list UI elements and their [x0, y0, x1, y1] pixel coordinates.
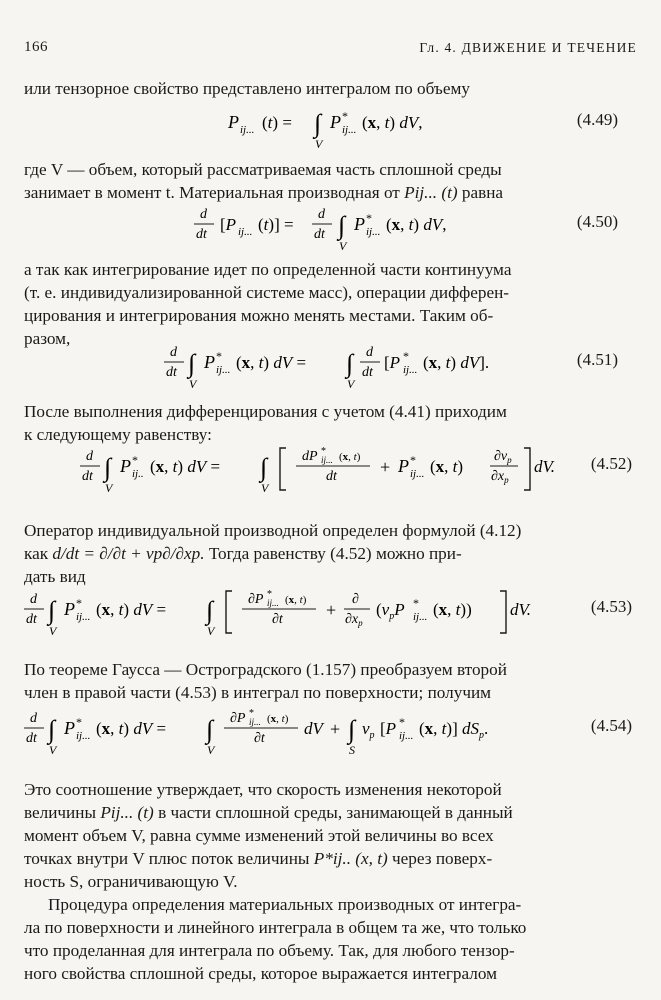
equation-4-50-formula [24, 204, 544, 264]
page-number: 166 [24, 39, 48, 55]
equation-number: (4.53) [590, 597, 632, 616]
svg-text:d: d [30, 592, 37, 607]
equation-4-52-formula [24, 446, 624, 506]
svg-text:S: S [349, 743, 355, 757]
svg-text:dV: dV [304, 719, 323, 738]
svg-text:*: * [249, 708, 254, 719]
svg-text:P: P [398, 456, 409, 476]
equation-number: (4.52) [590, 454, 632, 473]
svg-text:ij...: ij... [76, 730, 91, 742]
paragraph-3 [24, 258, 632, 350]
equation-4-51 [24, 342, 632, 402]
svg-text:V: V [347, 377, 355, 391]
equation-number: (4.49) [576, 110, 618, 129]
svg-text:d: d [200, 207, 207, 222]
equation-number: (4.54) [590, 716, 632, 735]
svg-text:V: V [315, 137, 323, 151]
paragraph-7 [24, 778, 632, 893]
svg-text:V: V [49, 624, 57, 638]
equation-4-52 [24, 446, 632, 506]
svg-text:dt: dt [26, 612, 37, 627]
svg-text:∫: ∫ [314, 109, 322, 138]
svg-text:(x, t) dV,: (x, t) dV, [386, 215, 447, 234]
svg-text:∫: ∫ [104, 453, 112, 482]
svg-text:P: P [228, 112, 239, 132]
text-line: что проделанная для интеграла по объему. Так, для любого тензор- [24, 941, 515, 960]
svg-text:∂t: ∂t [254, 731, 265, 746]
svg-text:*: * [342, 109, 348, 123]
svg-text:V: V [207, 624, 215, 638]
svg-text:*: * [410, 453, 416, 467]
equation-4-53 [24, 589, 632, 649]
svg-text:*: * [267, 589, 272, 600]
svg-text:ij...: ij... [76, 611, 91, 623]
svg-text:ij...: ij... [403, 364, 418, 376]
svg-text:∂P: ∂P [248, 592, 264, 607]
svg-text:∂: ∂ [352, 592, 359, 607]
svg-text:dV.: dV. [510, 600, 531, 619]
svg-text:(x, t) dV =: (x, t) dV = [96, 600, 167, 619]
svg-text:*: * [321, 446, 326, 457]
svg-text:ij...: ij... [267, 598, 279, 608]
svg-text:d: d [30, 711, 37, 726]
svg-text:*: * [403, 349, 409, 363]
svg-text:∫: ∫ [206, 715, 214, 744]
text-line: ность S, ограничивающую V. [24, 872, 238, 891]
paragraph-4 [24, 400, 632, 446]
svg-text:∫: ∫ [346, 349, 354, 378]
equation-4-54-formula [24, 708, 624, 768]
equation-4-50 [24, 204, 632, 264]
text-line: дать вид [24, 567, 86, 586]
svg-text:d: d [170, 345, 177, 360]
equation-number: (4.51) [576, 350, 618, 369]
svg-text:*: * [76, 715, 82, 729]
svg-text:P: P [64, 718, 75, 738]
svg-text:ij...: ij... [399, 730, 414, 742]
equation-number: (4.50) [576, 212, 618, 231]
inline-math-ddt: d/dt = ∂/∂t + vp∂/∂xp. [52, 544, 205, 563]
svg-text:dt: dt [82, 469, 93, 484]
text-line: к следующему равенству: [24, 425, 212, 444]
text-line: ла по поверхности и линейного интеграла в общем та же, что только [24, 918, 527, 937]
svg-text:ij...: ij... [413, 611, 428, 623]
svg-text:(t)] =: (t)] = [258, 215, 294, 234]
svg-text:∫: ∫ [48, 715, 56, 744]
svg-text:(x, t)): (x, t)) [433, 600, 472, 619]
svg-text:ij...: ij... [249, 717, 261, 727]
svg-text:dP: dP [302, 449, 318, 464]
svg-text:*: * [399, 715, 405, 729]
svg-text:∂xp: $\partial x_p$ [491, 469, 509, 485]
text-line: занимает в момент t. Материальная производная от Pij... (t) равна [24, 183, 504, 202]
running-title: Гл. 4. ДВИЖЕНИЕ И ТЕЧЕНИЕ [419, 40, 637, 55]
svg-text:d: d [366, 345, 373, 360]
svg-text:V: V [105, 481, 113, 495]
svg-text:(t) =: (t) = [262, 113, 292, 132]
text-line: точках внутри V плюс поток величины P*ij.. (x, t) через поверх- [24, 849, 493, 868]
svg-text:(x, t) dV,: (x, t) dV, [362, 113, 423, 132]
running-header [24, 36, 637, 60]
svg-text:ij...: ij... [240, 124, 255, 136]
svg-text:(vpP: ($v_pP$ [376, 600, 405, 622]
svg-text:(x, t): (x, t) [285, 594, 307, 606]
svg-text:ij..: ij.. [132, 468, 144, 480]
svg-text:V: V [261, 481, 269, 495]
text-line: Процедура определения материальных производных от интегра- [48, 895, 522, 914]
svg-text:P: P [330, 112, 341, 132]
svg-text:∫: ∫ [188, 349, 196, 378]
svg-text:dV.: dV. [534, 457, 555, 476]
text-line: член в правой части (4.53) в интеграл по поверхности; получим [24, 683, 492, 702]
svg-text:[P: [P [384, 353, 401, 372]
svg-text:dt: dt [326, 469, 337, 484]
svg-text:*: * [366, 211, 372, 225]
svg-text:dt: dt [314, 227, 325, 242]
svg-text:∂t: ∂t [272, 612, 283, 627]
svg-text:dt: dt [362, 365, 373, 380]
svg-text:(x, t): (x, t) [430, 457, 464, 476]
svg-text:ij...: ij... [366, 226, 381, 238]
svg-text:vp: $v_p$ [362, 719, 375, 741]
text-line: разом, [24, 329, 71, 348]
paragraph-8 [24, 893, 632, 985]
text-line: как d/dt = ∂/∂t + vp∂/∂xp. Тогда равенству (4.52) можно при- [24, 544, 462, 563]
text-line: ного свойства сплошной среды, которое выражается интегралом [24, 964, 497, 983]
text-line: величины Pij... (t) в части сплошной среды, занимающей в данный [24, 803, 513, 822]
svg-text:*: * [413, 596, 419, 610]
svg-text:[P: [P [380, 719, 397, 738]
svg-text:ij...: ij... [410, 468, 425, 480]
svg-text:(x, t)] dSp.: (x, t)] $dS_p$. [419, 719, 489, 741]
svg-text:P: P [204, 352, 215, 372]
svg-text:ij...: ij... [216, 364, 231, 376]
svg-text:(x, t): (x, t) [339, 451, 361, 463]
svg-text:∂xp: $\partial x_p$ [345, 612, 363, 628]
svg-text:dt: dt [26, 731, 37, 746]
paragraph-5 [24, 519, 632, 588]
svg-text:dt: dt [166, 365, 177, 380]
paragraph-1 [24, 77, 632, 100]
text-line: где V — объем, который рассматриваемая часть сплошной среды [24, 160, 502, 179]
svg-text:dt: dt [196, 227, 207, 242]
svg-text:P: P [120, 456, 131, 476]
svg-text:*: * [76, 596, 82, 610]
svg-text:d: d [318, 207, 325, 222]
svg-text:V: V [189, 377, 197, 391]
svg-text:∫: ∫ [348, 715, 356, 744]
text-line: (т. е. индивидуализированной системе масс), операции дифферен- [24, 283, 510, 302]
svg-text:V: V [207, 743, 215, 757]
svg-text:ij...: ij... [238, 226, 253, 238]
text-line: момент объем V, равна сумме изменений этой величины во всех [24, 826, 494, 845]
text-line: а так как интегрирование идет по определенной части континуума [24, 260, 512, 279]
svg-text:V: V [339, 239, 347, 253]
svg-text:+: + [380, 457, 391, 477]
svg-text:(x, t) dV =: (x, t) dV = [96, 719, 167, 738]
equation-4-49 [24, 100, 632, 160]
inline-math-p-t: Pij... (t) [100, 803, 154, 822]
svg-text:[P: [P [220, 215, 237, 234]
equation-4-53-formula [24, 589, 624, 649]
svg-text:∫: ∫ [260, 453, 268, 482]
svg-text:(x, t): (x, t) [267, 713, 289, 725]
text-line: Оператор индивидуальной производной определен формулой (4.12) [24, 521, 522, 540]
svg-text:*: * [132, 453, 138, 467]
svg-text:d: d [86, 449, 93, 464]
text-line: Это соотношение утверждает, что скорость изменения некоторой [24, 780, 502, 799]
equation-4-54 [24, 708, 632, 768]
svg-text:P: P [354, 214, 365, 234]
svg-text:+: + [326, 600, 337, 620]
text-line: цирования и интегрирования можно менять местами. Таким об- [24, 306, 494, 325]
text-line: По теореме Гаусса — Остроградского (1.157) преобразуем второй [24, 660, 507, 679]
text-line: или тензорное свойство представлено интегралом по объему [24, 79, 470, 98]
svg-text:ij...: ij... [342, 124, 357, 136]
svg-text:(x, t) dV =: (x, t) dV = [236, 353, 307, 372]
svg-text:(x, t) dV].: (x, t) dV]. [423, 353, 490, 372]
svg-text:ij...: ij... [321, 455, 333, 465]
svg-text:+: + [330, 719, 341, 739]
paragraph-6 [24, 658, 632, 704]
inline-math-p-star: P*ij.. (x, t) [313, 849, 388, 868]
text-line: После выполнения дифференцирования с учетом (4.41) приходим [24, 402, 507, 421]
svg-text:V: V [49, 743, 57, 757]
equation-4-49-formula [24, 100, 544, 160]
svg-text:*: * [216, 349, 222, 363]
paragraph-2 [24, 158, 632, 204]
svg-text:∂vp: $\partial v_p$ [494, 449, 512, 465]
inline-math-p-t: Pij... (t) [404, 183, 458, 202]
svg-text:∂P: ∂P [230, 711, 246, 726]
svg-text:(x, t) dV =: (x, t) dV = [150, 457, 221, 476]
svg-text:P: P [64, 599, 75, 619]
svg-text:∫: ∫ [338, 211, 346, 240]
svg-text:∫: ∫ [48, 596, 56, 625]
equation-4-51-formula [24, 342, 544, 402]
svg-text:∫: ∫ [206, 596, 214, 625]
